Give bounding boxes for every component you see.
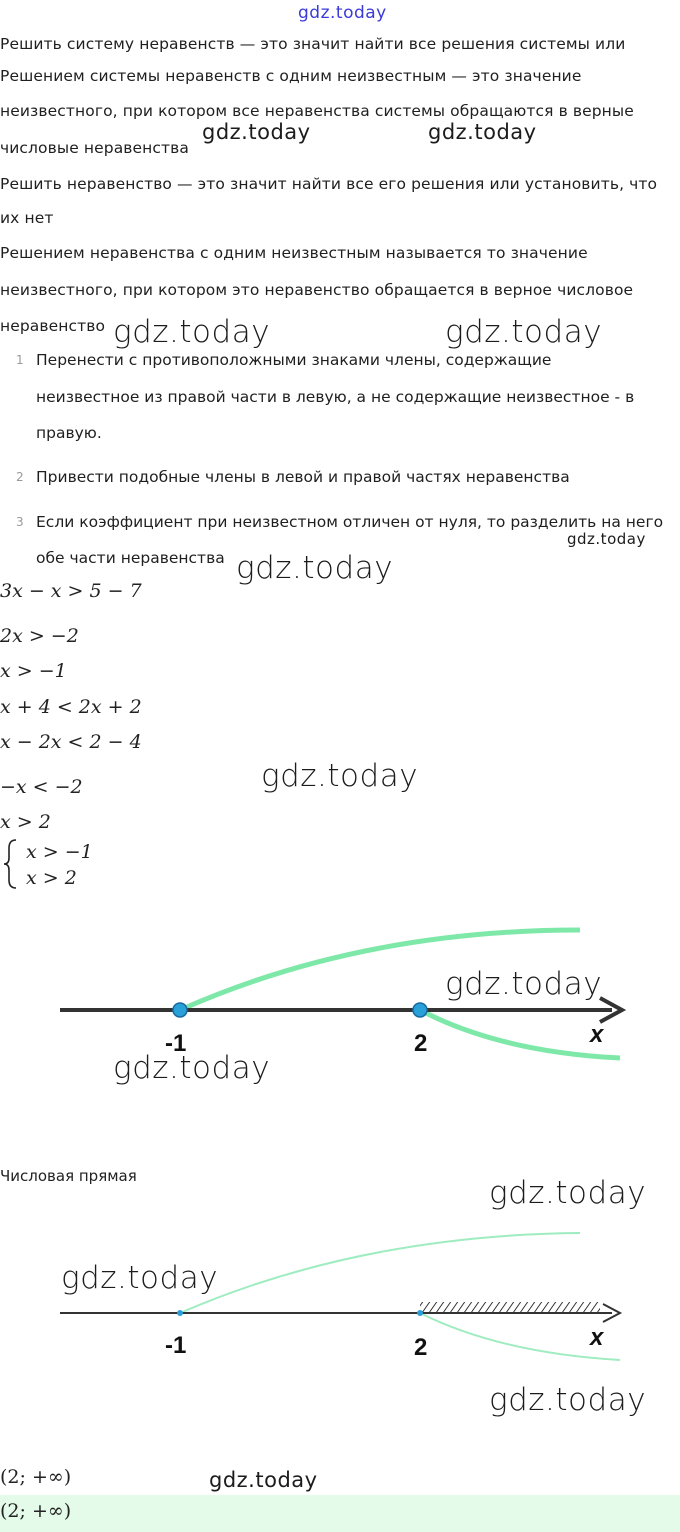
paragraph-line: Решением неравенства с одним неизвестным называется то значение: [0, 244, 588, 262]
watermark: gdz.today: [489, 1382, 647, 1418]
figure-caption: Числовая прямая: [0, 1167, 137, 1185]
point-minus-one: [173, 1003, 187, 1017]
step-line: неизвестное из правой части в левую, а не содержащие неизвестное - в: [36, 388, 635, 406]
paragraph-line: неравенство: [0, 317, 106, 335]
axis-label-x: x: [590, 1021, 604, 1048]
curve-from-minus-one: [180, 1233, 580, 1313]
answer-highlight: [0, 1495, 680, 1532]
watermark: gdz.today: [209, 1468, 318, 1492]
math-line: 3x − x > 5 − 7: [0, 580, 142, 602]
watermark: gdz.today: [428, 120, 537, 144]
watermark: gdz.today: [445, 966, 603, 1002]
point-minus-one: [177, 1310, 183, 1316]
watermark: gdz.today: [445, 314, 603, 350]
paragraph-line: Решением системы неравенств с одним неизвестным — это значение: [0, 67, 582, 85]
watermark: gdz.today: [261, 758, 419, 794]
axis-label-x: x: [590, 1324, 604, 1351]
step-line: обе части неравенства: [36, 549, 225, 567]
label-minus-one: -1: [165, 1332, 187, 1359]
watermark: gdz.today: [489, 1175, 647, 1211]
answer-final: (2; +∞): [0, 1500, 72, 1522]
math-line: x > 2: [0, 811, 51, 833]
step-number: 1: [16, 353, 24, 367]
paragraph-line: числовые неравенства: [0, 139, 189, 157]
watermark: gdz.today: [113, 1050, 271, 1086]
paragraph-line: Решить систему неравенств — это значит найти все решения системы или: [0, 35, 626, 53]
answer-line: (2; +∞): [0, 1466, 72, 1488]
math-line: x > −1: [0, 660, 67, 682]
math-line: x − 2x < 2 − 4: [0, 731, 142, 753]
step-line: Привести подобные члены в левой и правой частях неравенства: [36, 468, 570, 486]
math-line: 2x > −2: [0, 625, 79, 647]
number-line-figure-1: [0, 920, 680, 1090]
step-number: 2: [16, 470, 24, 484]
paragraph-line: неизвестного, при котором все неравенства системы обращаются в верные: [0, 102, 634, 120]
paragraph-line: Решить неравенство — это значит найти все его решения или установить, что: [0, 175, 658, 193]
hatched-region: [420, 1302, 600, 1313]
watermark: gdz.today: [113, 314, 271, 350]
watermark-top: gdz.today: [298, 3, 387, 23]
label-two: 2: [414, 1030, 428, 1057]
step-line: правую.: [36, 424, 102, 442]
number-line-figure-2: [0, 1225, 680, 1375]
paragraph-line: неизвестного, при котором это неравенство обращается в верное числовое: [0, 281, 634, 299]
step-line: Перенести с противоположными знаками члены, содержащие: [36, 351, 552, 369]
label-two: 2: [414, 1334, 428, 1361]
math-line: x + 4 < 2x + 2: [0, 696, 142, 718]
step-line: Если коэффициент при неизвестном отличен от нуля, то разделить на него: [36, 513, 664, 531]
step-number: 3: [16, 515, 24, 529]
watermark: gdz.today: [567, 530, 646, 548]
label-minus-one: -1: [165, 1030, 187, 1057]
paragraph-line: их нет: [0, 209, 54, 227]
watermark: gdz.today: [61, 1260, 219, 1296]
watermark: gdz.today: [202, 120, 311, 144]
math-line: −x < −2: [0, 776, 83, 798]
system-line: x > 2: [26, 867, 77, 889]
system-line: x > −1: [26, 841, 93, 863]
watermark: gdz.today: [236, 550, 394, 586]
point-two: [413, 1003, 427, 1017]
point-two: [417, 1310, 423, 1316]
system-brace: [2, 838, 20, 890]
